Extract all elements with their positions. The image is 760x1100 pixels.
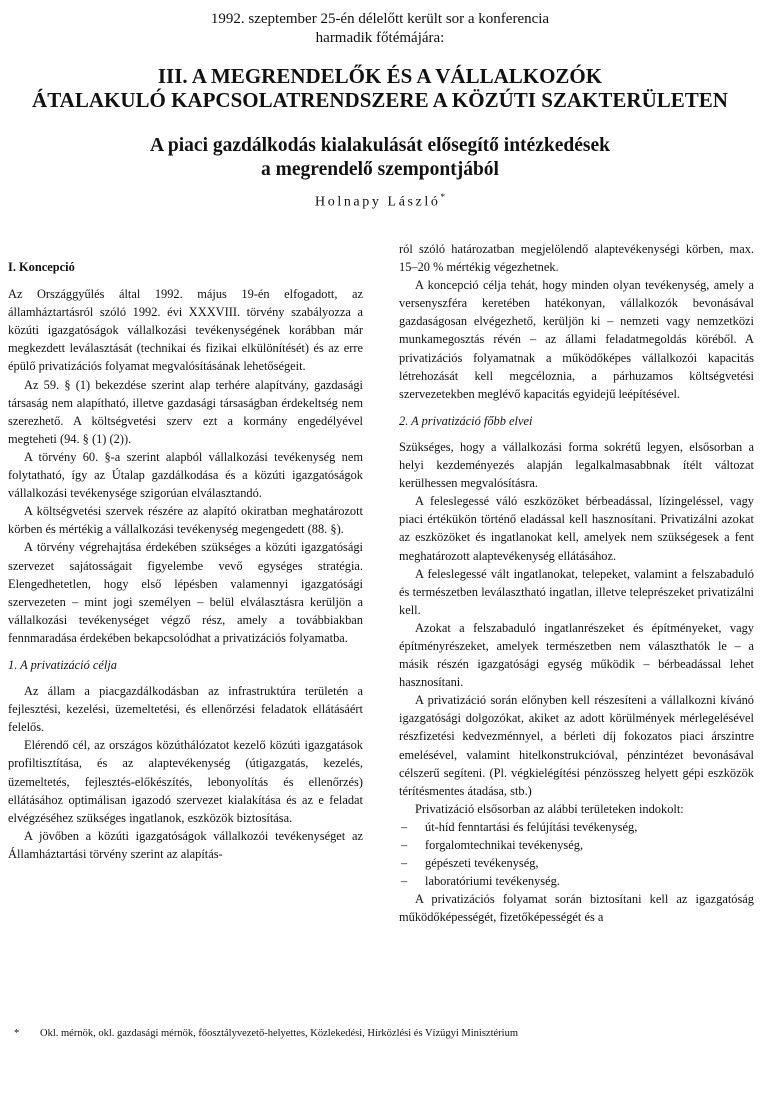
- author-name: Holnapy László: [315, 194, 441, 210]
- list-item: – forgalomtechnikai tevékenység,: [399, 836, 754, 854]
- author-footnote-mark: *: [440, 192, 445, 202]
- paragraph: Elérendő cél, az országos közúthálózatot kezelő közúti igazgatások profiltisztítása, és az alaptevékenység (útigazgatás, kezelés, üzemeltetés, fejlesztés-előkészítés, lebonyolítás és ellenőrzés) ellátásához optimálisan igazodó szervezet kialakítása és az e feladat elvégzéséhez szükséges ingatlanok, eszközök biztosítása.: [8, 738, 363, 825]
- paragraph: Azokat a felszabaduló ingatlanrészeket és építményeket, vagy építményrészeket, amelyek természetben nem választhatók le – a másik részén igazgatósági egység működik – bérbeadással lehet hasznosítani.: [399, 620, 754, 690]
- section-heading: I. Koncepció: [8, 260, 75, 274]
- subsection-heading: 1. A privatizáció célja: [8, 657, 117, 672]
- conference-title-line-2: ÁTALAKULÓ KAPCSOLATRENDSZERE A KÖZÚTI SZAKTERÜLETEN: [32, 88, 728, 112]
- paragraph: Az Országgyűlés által 1992. május 19-én elfogadott, az államháztartásról szóló 1992. évi XXXVIII. törvény szabályozza a közúti igazgatóságok vállalkozási tevékenységének korábban már megkezdett leválasztását (technikai és fizikai elkülönítését) és az erre épülő privatizációs folyamat megvalósításának lehetőségeit.: [8, 287, 363, 374]
- footnote-mark: *: [14, 1028, 20, 1039]
- paragraph: A jövőben a közúti igazgatóságok vállalkozói tevékenységet az Államháztartási törvény szerint az alapítás-: [8, 828, 363, 861]
- footnote-text: Okl. mérnök, okl. gazdasági mérnök, főosztályvezető-helyettes, Közlekedési, Hírközlési és Vízügyi Minisztérium: [40, 1028, 519, 1039]
- paragraph: A feleslegessé váló eszközöket bérbeadással, lízingeléssel, vagy piaci értékükön történő eladással kell hasznosítani. Privatizálni azokat az eszközöket és ingatlanokat kell, amelyek nem szükségesek a fent meghatározott alaptevékenység ellátásához.: [399, 494, 754, 563]
- paragraph: A törvény 60. §-a szerint alapból vállalkozási tevékenység nem folytatható, így az Útalap gazdálkodása és a közúti igazgatóságok vállalkozási tevékenysége szigorúan elválasztandó.: [8, 449, 363, 501]
- left-column: [8, 258, 363, 863]
- subsection-heading: 2. A privatizáció főbb elvei: [399, 413, 533, 428]
- list-dash: –: [401, 838, 408, 852]
- paper-title-line-2: a megrendelő szempontjából: [261, 159, 499, 180]
- paragraph: Az állam a piacgazdálkodásban az infrastruktúra területén a fejlesztési, kezelési, üzemeltetési, és ellenőrzési feladatok ellátásáért felelős.: [8, 684, 363, 735]
- intro-line-1: 1992. szeptember 25-én délelőtt került sor a konferencia: [210, 11, 550, 27]
- conference-topic-title: [0, 64, 760, 112]
- conference-title-line-1: III. A MEGRENDELŐK ÉS A VÁLLALKOZÓK: [157, 64, 603, 88]
- list-dash: –: [401, 874, 408, 889]
- right-column: [399, 240, 754, 926]
- paragraph: A privatizációs folyamat során biztosítani kell az igazgatóság működőképességét, fizetőképességét és a: [399, 892, 754, 925]
- list-dash: –: [401, 856, 408, 871]
- intro-line-2: harmadik főtémájára:: [315, 30, 445, 46]
- paragraph: A költségvetési szervek részére az alapító okiratban meghatározott körben és mértékig a vállalkozási tevékenység megengedett (88. §).: [8, 504, 363, 537]
- paper-title-line-1: A piaci gazdálkodás kialakulását elősegítő intézkedések: [150, 135, 610, 156]
- author-line: [0, 192, 760, 211]
- privatization-areas-list: [399, 818, 754, 890]
- paragraph: Szükséges, hogy a vállalkozási forma sokrétű legyen, elsősorban a helyi kezdeményezés alapján legalkalmasabbnak ítélt változat kerülhessen megvalósításra.: [399, 439, 754, 491]
- paragraph: ról szóló határozatban megjelölendő alaptevékenységi körben, max. 15–20 % mértékig végezhetnek.: [399, 242, 754, 275]
- paragraph: A törvény végrehajtása érdekében szükséges a közúti igazgatósági szervezet sajátosságait figyelembe vevő egységes stratégia. Elengedhetetlen, hogy első lépésben valamennyi igazgatósági szervezeten – mint jogi személyen – belül elválasztásra kerüljön a vállalkozási tevékenységet végző rész, amely a továbbiakban fennmaradása érdekében bekapcsolódhat a privatizációs folyamatba.: [8, 540, 363, 645]
- list-dash: –: [401, 819, 408, 834]
- conference-intro: [0, 10, 760, 48]
- list-item: – laboratóriumi tevékenység.: [399, 872, 754, 890]
- paragraph: A koncepció célja tehát, hogy minden olyan tevékenység, amely a versenyszféra keretében hatékonyan, vállalkozók bevonásával gazdaságosan elvégezhető, kerüljön ki – nemzeti vagy nemzetközi munkamegosztás révén – az állami feladatmegoldás köréből. A privatizációs folyamatnak a működőképes vállalkozói kapacitás létrehozását kell megcéloznia, a párhuzamos költségvetési szervezetekben meglévő kapacitás egyidejű leépítésével.: [399, 278, 754, 401]
- paper-title: [0, 134, 760, 182]
- list-item: – gépészeti tevékenység,: [399, 854, 754, 872]
- paragraph: Privatizáció elsősorban az alábbi területeken indokolt:: [415, 801, 684, 816]
- footnote: [14, 1028, 754, 1039]
- paragraph: A privatizáció során előnyben kell részesíteni a vállalkozni kívánó igazgatósági dolgozókat, akiket az adott körülmények mérlegelésével részfizetési kedvezménnyel, a bérleti díj fokozatos piaci árszintre emelésével, valamint hitelkonstrukcióval, pénzintézet bevonásával célszerű segíteni. (Pl. végkielégítési pénzösszeg helyett gépi eszközök térítésmentes átadása, stb.): [399, 693, 754, 798]
- paragraph: Az 59. § (1) bekezdése szerint alap terhére alapítvány, gazdasági társaság nem alapítható, illetve gazdasági társaságban érdekeltség nem szerezhető. A költségvetési szerv ezt a kormány engedélyével megteheti (94. § (1) (2)).: [8, 377, 363, 446]
- paragraph: A feleslegessé vált ingatlanokat, telepeket, valamint a felszabaduló és természetben leválasztható ingatlan, illetve teleprészeket privatizálni kell.: [399, 566, 754, 617]
- list-item: – út-híd fenntartási és felújítási tevékenység,: [399, 818, 754, 836]
